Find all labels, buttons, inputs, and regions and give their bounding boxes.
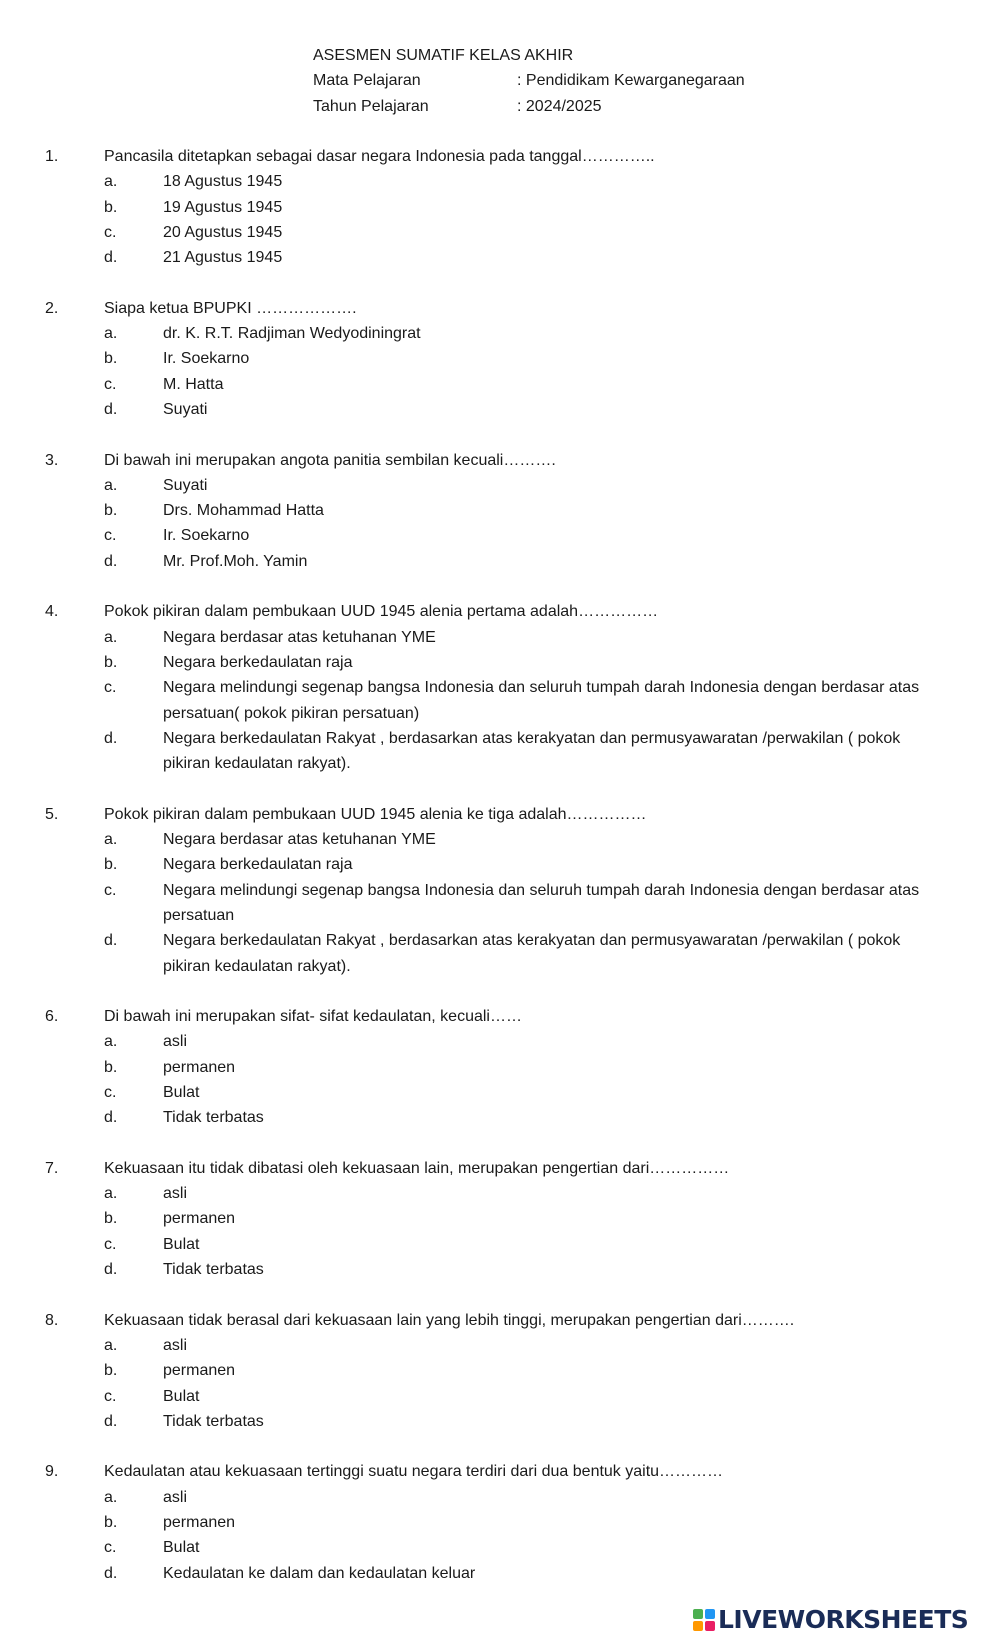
option-text: Kedaulatan ke dalam dan kedaulatan keluar: [163, 1564, 476, 1582]
option-text: permanen: [163, 1058, 236, 1076]
option-letter: a.: [104, 1488, 118, 1506]
option-letter: a.: [104, 831, 118, 849]
question-row: [45, 1308, 945, 1333]
answer-option[interactable]: [45, 1485, 945, 1510]
option-letter: a.: [104, 1033, 118, 1051]
option-letter: a.: [104, 476, 118, 494]
question-number: 5.: [45, 805, 59, 823]
subject-label: Mata Pelajaran: [313, 72, 421, 90]
answer-option[interactable]: [45, 878, 945, 929]
question-row: [45, 144, 945, 169]
option-text: Bulat: [163, 1235, 200, 1253]
option-letter: d.: [104, 400, 118, 418]
question-7: [45, 1156, 945, 1282]
option-text: Tidak terbatas: [163, 1261, 264, 1279]
question-text: Di bawah ini merupakan sifat- sifat kedaulatan, kecuali……: [104, 1008, 522, 1026]
header-year-row: [313, 94, 745, 119]
logo-text: LIVEWORKSHEETS: [718, 1605, 969, 1634]
option-text: Negara berdasar atas ketuhanan YME: [163, 628, 436, 646]
option-text: 21 Agustus 1945: [163, 249, 283, 267]
option-letter: c.: [104, 1083, 117, 1101]
option-text: Suyati: [163, 400, 208, 418]
option-letter: a.: [104, 628, 118, 646]
option-letter: b.: [104, 1210, 118, 1228]
option-text: Negara melindungi segenap bangsa Indonesia dan seluruh tumpah darah Indonesia dengan berdasar atas persatuan: [163, 881, 920, 924]
option-text: dr. K. R.T. Radjiman Wedyodiningrat: [163, 325, 421, 343]
option-text: Negara berkedaulatan raja: [163, 856, 353, 874]
answer-option[interactable]: [45, 1409, 945, 1434]
answer-option[interactable]: [45, 1029, 945, 1054]
answer-option[interactable]: [45, 726, 945, 777]
question-list: [45, 144, 945, 1611]
answer-option[interactable]: [45, 169, 945, 194]
option-letter: d.: [104, 1564, 118, 1582]
logo-square-4: [705, 1621, 715, 1631]
option-letter: b.: [104, 856, 118, 874]
question-row: [45, 802, 945, 827]
option-letter: d.: [104, 932, 118, 950]
question-text: Kekuasaan itu tidak dibatasi oleh kekuasaan lain, merupakan pengertian dari……………: [104, 1159, 730, 1177]
logo-square-2: [705, 1609, 715, 1619]
answer-option[interactable]: [45, 1232, 945, 1257]
option-letter: b.: [104, 653, 118, 671]
answer-option[interactable]: [45, 549, 945, 574]
option-letter: a.: [104, 173, 118, 191]
answer-option[interactable]: [45, 1181, 945, 1206]
answer-option[interactable]: [45, 1510, 945, 1535]
question-number: 6.: [45, 1008, 59, 1026]
question-text: Pokok pikiran dalam pembukaan UUD 1945 alenia ke tiga adalah……………: [104, 805, 647, 823]
option-letter: c.: [104, 679, 117, 697]
logo-square-3: [693, 1621, 703, 1631]
question-6: [45, 1004, 945, 1130]
option-text: Bulat: [163, 1539, 200, 1557]
option-text: permanen: [163, 1210, 236, 1228]
option-letter: d.: [104, 1261, 118, 1279]
option-text: 20 Agustus 1945: [163, 223, 283, 241]
answer-option[interactable]: [45, 1257, 945, 1282]
answer-option[interactable]: [45, 245, 945, 270]
option-text: asli: [163, 1033, 188, 1051]
answer-option[interactable]: [45, 1535, 945, 1560]
option-text: permanen: [163, 1514, 236, 1532]
answer-option[interactable]: [45, 1333, 945, 1358]
header-title: ASESMEN SUMATIF KELAS AKHIR: [313, 47, 574, 64]
logo-square-1: [693, 1609, 703, 1619]
option-letter: b.: [104, 1362, 118, 1380]
liveworksheets-logo-icon: [693, 1609, 715, 1631]
question-text: Pancasila ditetapkan sebagai dasar negara Indonesia pada tanggal…………..: [104, 148, 655, 165]
option-text: 18 Agustus 1945: [163, 173, 283, 191]
option-letter: a.: [104, 1185, 118, 1203]
answer-option[interactable]: [45, 625, 945, 650]
question-text: Kekuasaan tidak berasal dari kekuasaan lain yang lebih tinggi, merupakan pengertian dari……….: [104, 1311, 795, 1329]
option-text: Mr. Prof.Moh. Yamin: [163, 552, 308, 570]
option-text: asli: [163, 1185, 188, 1203]
option-text: Suyati: [163, 476, 208, 494]
option-letter: c.: [104, 375, 117, 393]
answer-option[interactable]: [45, 1055, 945, 1080]
question-number: 1.: [45, 148, 59, 165]
question-4: [45, 599, 945, 776]
question-text: Di bawah ini merupakan angota panitia sembilan kecuali……….: [104, 451, 556, 469]
answer-option[interactable]: [45, 675, 945, 726]
option-text: Bulat: [163, 1387, 200, 1405]
option-letter: a.: [104, 1336, 118, 1354]
question-text: Siapa ketua BPUPKI ……………….: [104, 299, 357, 317]
option-letter: d.: [104, 1109, 118, 1127]
question-1: [45, 144, 945, 270]
option-text: 19 Agustus 1945: [163, 198, 283, 216]
question-number: 3.: [45, 451, 59, 469]
option-text: Ir. Soekarno: [163, 350, 250, 368]
answer-option[interactable]: [45, 498, 945, 523]
option-text: Drs. Mohammad Hatta: [163, 502, 324, 520]
option-text: Negara berdasar atas ketuhanan YME: [163, 831, 436, 849]
option-text: asli: [163, 1336, 188, 1354]
question-row: [45, 1156, 945, 1181]
answer-option[interactable]: [45, 827, 945, 852]
answer-option[interactable]: [45, 1206, 945, 1231]
option-letter: d.: [104, 1412, 118, 1430]
question-9: [45, 1459, 945, 1585]
answer-option[interactable]: [45, 1561, 945, 1586]
option-text: permanen: [163, 1362, 236, 1380]
option-letter: b.: [104, 198, 118, 216]
answer-option[interactable]: [45, 195, 945, 220]
option-text: Negara berkedaulatan Rakyat , berdasarkan atas kerakyatan dan permusyawaratan /perwakilan ( pokok pikiran kedaulatan rakyat).: [163, 932, 901, 975]
option-letter: c.: [104, 881, 117, 899]
answer-option[interactable]: [45, 220, 945, 245]
question-number: 4.: [45, 603, 59, 621]
option-letter: b.: [104, 1058, 118, 1076]
question-row: [45, 448, 945, 473]
option-text: Negara melindungi segenap bangsa Indonesia dan seluruh tumpah darah Indonesia dengan berdasar atas persatuan( pokok pikiran persatuan): [163, 679, 920, 722]
option-letter: c.: [104, 1235, 117, 1253]
option-text: Negara berkedaulatan raja: [163, 653, 353, 671]
option-text: asli: [163, 1488, 188, 1506]
question-number: 9.: [45, 1463, 59, 1481]
option-text: Ir. Soekarno: [163, 527, 250, 545]
option-letter: c.: [104, 223, 117, 241]
question-text: Pokok pikiran dalam pembukaan UUD 1945 alenia pertama adalah……………: [104, 603, 659, 621]
option-letter: b.: [104, 502, 118, 520]
option-text: Bulat: [163, 1083, 200, 1101]
answer-option[interactable]: [45, 1080, 945, 1105]
option-letter: b.: [104, 1514, 118, 1532]
question-5: [45, 802, 945, 979]
question-row: [45, 1459, 945, 1484]
question-number: 8.: [45, 1311, 59, 1329]
question-row: [45, 1004, 945, 1029]
option-letter: d.: [104, 729, 118, 747]
question-8: [45, 1308, 945, 1434]
option-text: Negara berkedaulatan Rakyat , berdasarkan atas kerakyatan dan permusyawaratan /perwakilan ( pokok pikiran kedaulatan rakyat).: [163, 729, 901, 773]
answer-option[interactable]: [45, 523, 945, 548]
liveworksheets-logo: [693, 1605, 968, 1635]
question-3: [45, 448, 945, 574]
answer-option[interactable]: [45, 1358, 945, 1383]
question-text: Kedaulatan atau kekuasaan tertinggi suatu negara terdiri dari dua bentuk yaitu…………: [104, 1463, 724, 1481]
answer-option[interactable]: [45, 650, 945, 675]
option-letter: c.: [104, 1387, 117, 1405]
year-value: : 2024/2025: [517, 97, 602, 115]
option-text: Tidak terbatas: [163, 1109, 264, 1127]
subject-value: : Pendidikam Kewarganegaraan: [517, 72, 745, 90]
worksheet-header: [313, 43, 745, 119]
answer-option[interactable]: [45, 928, 945, 979]
option-text: Tidak terbatas: [163, 1412, 264, 1430]
year-label: Tahun Pelajaran: [313, 97, 429, 115]
question-2: [45, 296, 945, 422]
question-row: [45, 296, 945, 321]
answer-option[interactable]: [45, 1105, 945, 1130]
question-row: [45, 599, 945, 624]
question-number: 7.: [45, 1159, 59, 1177]
answer-option[interactable]: [45, 346, 945, 371]
answer-option[interactable]: [45, 321, 945, 346]
option-letter: d.: [104, 552, 118, 570]
answer-option[interactable]: [45, 473, 945, 498]
header-title-row: [313, 43, 745, 68]
option-letter: a.: [104, 325, 118, 343]
option-letter: c.: [104, 1539, 117, 1557]
answer-option[interactable]: [45, 852, 945, 877]
answer-option[interactable]: [45, 372, 945, 397]
header-subject-row: [313, 68, 745, 93]
answer-option[interactable]: [45, 1384, 945, 1409]
option-letter: c.: [104, 527, 117, 545]
option-letter: b.: [104, 350, 118, 368]
option-text: M. Hatta: [163, 375, 224, 393]
answer-option[interactable]: [45, 397, 945, 422]
question-number: 2.: [45, 299, 59, 317]
option-letter: d.: [104, 249, 118, 267]
